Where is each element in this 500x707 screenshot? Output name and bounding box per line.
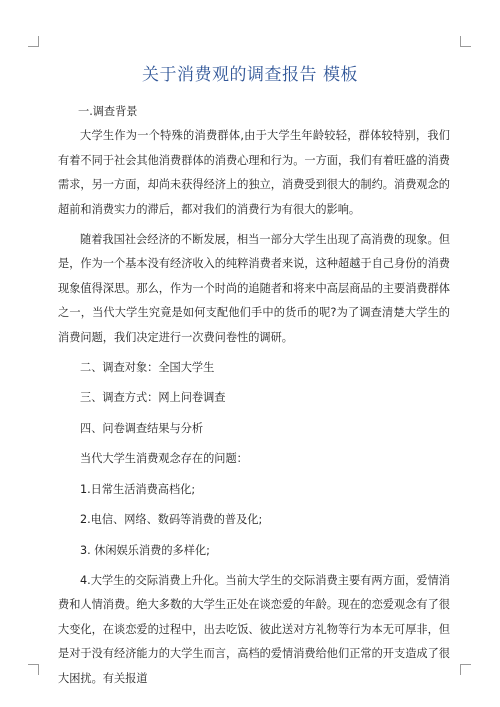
paragraph-1: 大学生作为一个特殊的消费群体,由于大学生年龄较轻，群体较特别，我们有着不同于社会其他消费群体的消费心理和行为。一方面，我们有着旺盛的消费需求，另一方面，却尚未获得经济上的独立，消费受到很大的制约。消费观念的超前和消费实力的滞后，都对我们的消费行为有很大的影响。	[58, 129, 450, 216]
corner-mark-top-right	[460, 36, 471, 47]
corner-mark-bottom-left	[28, 664, 39, 675]
document-title: 关于消费观的调查报告 模板	[142, 65, 358, 85]
list-item-2: 2.电信、网络、数码等消费的普及化;	[80, 513, 263, 527]
list-item-1: 1.日常生活消费高档化;	[80, 482, 196, 496]
list-item-3: 3. 休闲娱乐消费的多样化;	[80, 543, 210, 557]
line-survey-method: 三、调查方式：网上问卷调查	[80, 391, 226, 405]
line-survey-object: 二、调查对象：全国大学生	[80, 361, 215, 375]
corner-mark-top-left	[28, 36, 39, 47]
paragraph-2: 随着我国社会经济的不断发展，相当一部分大学生出现了高消费的现象。但是，作为一个基本没有经济收入的纯粹消费者来说，这种超越于自己身份的消费现象值得深思。那么，作为一个时尚的追随者和将来中高层商品的主要消费群体之一，当代大学生究竟是如何支配他们手中的货币的呢?为了调查清楚大学生的消费问题，我们决定进行一次费问卷性的调研。	[58, 233, 450, 344]
section-heading-background: 一.调查背景	[78, 105, 138, 118]
corner-mark-bottom-right	[460, 664, 471, 675]
list-item-4: 4.大学生的交际消费上升化。当前大学生的交际消费主要有两方面，爱情消费和人情消费。绝大多数的大学生正处在谈恋爱的年龄。现在的恋爱观念有了很大变化，在谈恋爱的过程中，出去吃饭、彼此送对方礼物等行为本无可厚非，但是对于没有经济能力的大学生而言，高档的爱情消费给他们正常的开支造成了很大困扰。有关报道	[58, 573, 450, 685]
line-problems-intro: 当代大学生消费观念存在的问题：	[80, 452, 248, 466]
document-body	[58, 100, 450, 691]
line-survey-results: 四、问卷调查结果与分析	[80, 421, 204, 435]
